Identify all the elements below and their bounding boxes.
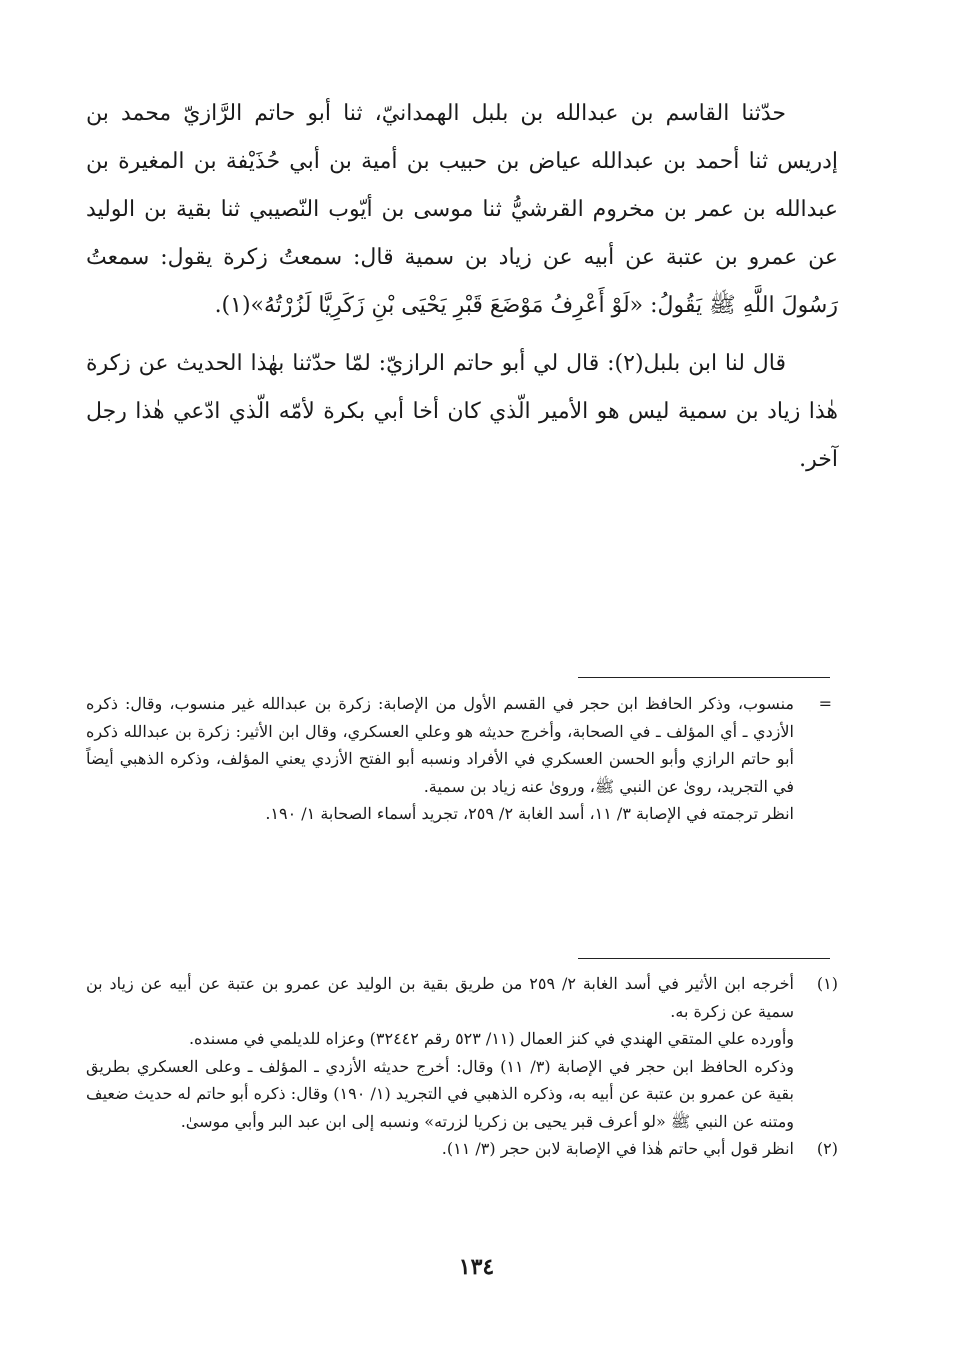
- footnote-separator: [578, 958, 830, 959]
- continuation-line: منسوب، وذكر الحافظ ابن حجر في القسم الأول من الإصابة: زكرة بن عبدالله غير منسوب، وقال: ذكره الأزدي ـ أي المؤلف ـ في الصحابة، وأخرج حديثه هو وعلي العسكري، وقال ابن الأثير: زكرة بن عبدالله ذكره أبو حاتم الرازي وأبو الحسن العسكري في الأفراد ونسبه أبو الفتح الأزدي يعني المؤلف، وذكره الذهبي أيضاً في التجريد، روىٰ عن النبي ﷺ، وروىٰ عنه زياد بن سمية.: [86, 694, 794, 796]
- footnote-line: أخرجه ابن الأثير في أسد الغابة ٢/ ٢٥٩ من طريق بقية بن الوليد عن عمرو بن عتبة عن أبيه عن زياد بن سمية عن زكرة به.: [86, 974, 794, 1021]
- footnotes: [86, 970, 838, 1163]
- hadith-paragraph: حدّثنا القاسم بن عبدالله بن بلبل الهمدانيّ، ثنا أبو حاتم الرَّازيّ محمد بن إدريس ثنا أحمد بن عبدالله عياض بن حبيب بن أمية بن أبي حُذَيْفة بن المغيرة بن عبدالله بن عمر بن مخروم القرشيُّ ثنا موسى بن أيّوب النّصيبي ثنا بقية بن الوليد عن عمرو بن عتبة عن أبيه عن زياد بن سمية قال: سمعتُ زكرة يقول: سمعتُ رَسُولَ اللَّهِ ﷺ يَقُولُ: «لَوْ أَعْرِفُ مَوْضَعَ قَبْرِ يَحْيَى بْنِ زَكَرِيَّا لَزُرْتُهُ»(١).: [86, 101, 838, 318]
- footnote-1: [86, 970, 838, 1135]
- footnote-number: (٢): [816, 1139, 838, 1158]
- footnote-line: انظر قول أبي حاتم هٰذا في الإصابة لابن حجر (٣/ ١١).: [441, 1139, 794, 1158]
- footnote-line: وأورده علي المتقي الهندي في كنز العمال (١١/ ٥٢٣ رقم ٣٢٤٤٢) وعزاه للديلمي في مسنده.: [188, 1029, 794, 1048]
- commentary-paragraph: قال لنا ابن بلبل(٢): قال لي أبو حاتم الرازيّ: لمّا حدّثنا بهٰذا الحديث عن زكرة هٰذا زياد بن سمية ليس هو الأمير الّذي كان أخا أبي بكرة لأمّه الّذي ادّعي هٰذا رجل آخر.: [86, 351, 838, 472]
- footnote-continuation: [86, 690, 838, 828]
- footnote-2: [86, 1135, 838, 1163]
- main-text: [86, 90, 838, 484]
- footnote-number: (١): [816, 974, 838, 993]
- continuation-marker: =: [818, 694, 832, 713]
- footnote-separator: [578, 677, 830, 678]
- footnote-line: وذكره الحافظ ابن حجر في الإصابة (٣/ ١١) وقال: أخرج حديثه الأزدي ـ المؤلف ـ وعلى العسكري بطريق بقية عن عمرو بن عتبة عن أبيه به، وذكره الذهبي في التجريد (١/ ١٩٠) وقال: ذكره أبو حاتم له حديث ضعيف ومتنه عن النبي ﷺ «لو أعرف قبر يحيى بن زكريا لزرته» ونسبه إلى ابن عبد البر وأبي موسىٰ.: [86, 1056, 795, 1131]
- page-number: ١٣٤: [458, 1254, 495, 1280]
- continuation-line: انظر ترجمته في الإصابة ٣/ ١١، أسد الغابة ٢/ ٢٥٩، تجريد أسماء الصحابة ١/ ١٩٠.: [265, 804, 794, 823]
